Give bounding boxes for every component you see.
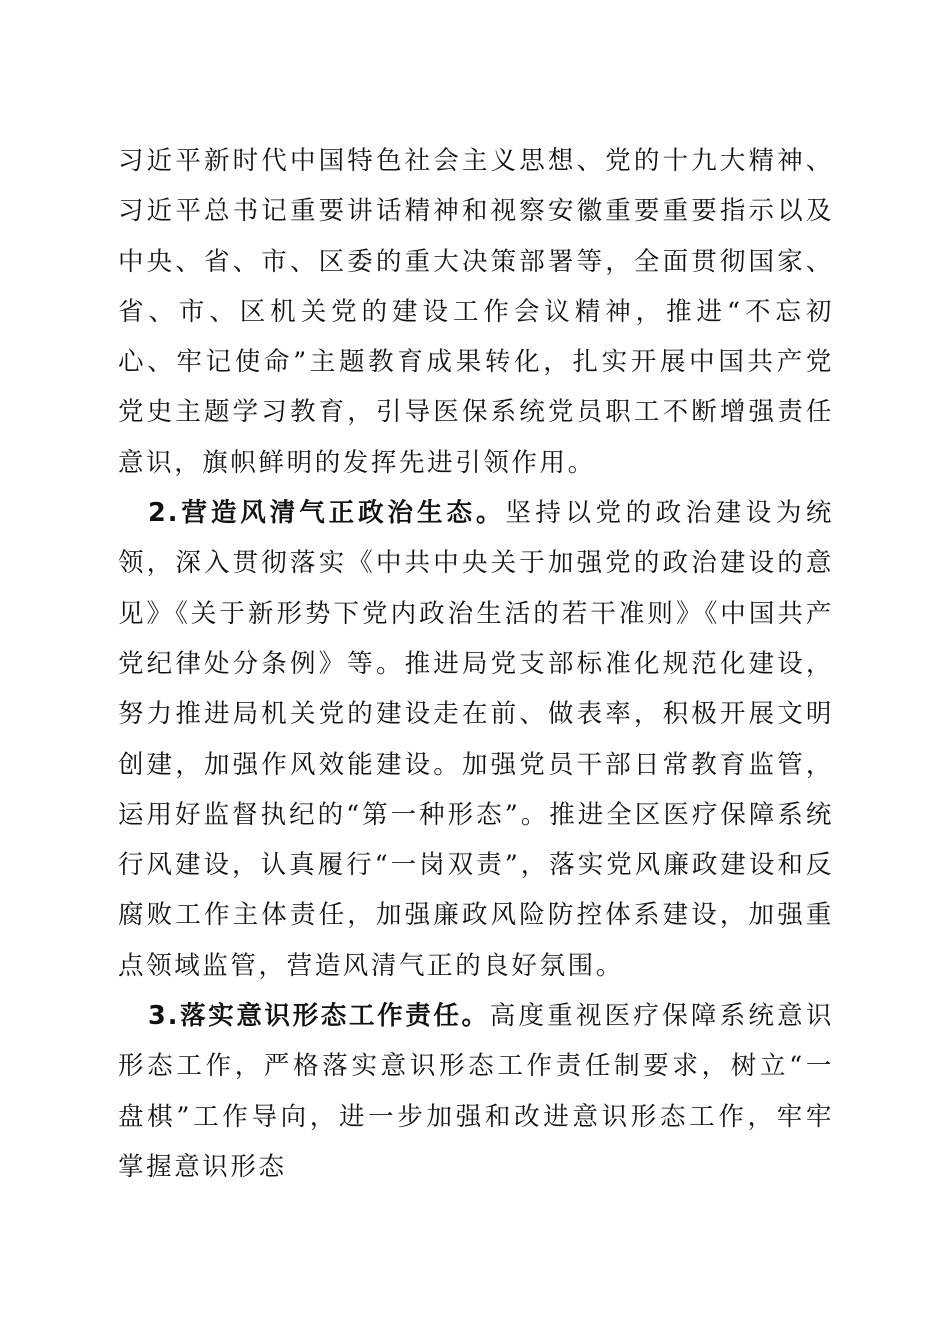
paragraph-text: 习近平新时代中国特色社会主义思想、党的十九大精神、习近平总书记重要讲话精神和视察安徽重要重要指示以及中央、省、市、区委的重大决策部署等，全面贯彻国家、省、市、区机关党的建设工作会议精神，推进“不忘初心、牢记使命”主题教育成果转化，扎实开展中国共产党党史主题学习教育，引导医保系统党员职工不断增强责任意识，旗帜鲜明的发挥先进引领作用。 [118,146,834,478]
paragraph-text: 坚持以党的政治建设为统领，深入贯彻落实《中共中央关于加强党的政治建设的意见》《关于新形势下党内政治生活的若干准则》《中国共产党纪律处分条例》等。推进局党支部标准化规范化建设，努力推进局机关党的建设走在前、做表率，积极开展文明创建，加强作风效能建设。加强党员干部日常教育监管，运用好监督执纪的“第一种形态”。推进全区医疗保障系统行风建设，认真履行“一岗双责”，落实党风廉政建设和反腐败工作主体责任，加强廉政风险防控体系建设，加强重点领域监管，营造风清气正的良好氛围。 [118,498,834,981]
paragraph-continuation [118,136,834,488]
paragraph-section-3 [118,991,834,1192]
paragraph-section-2 [118,488,834,991]
paragraph-text: 高度重视医疗保障系统意识形态工作，严格落实意识形态工作责任制要求，树立“一盘棋”工作导向，进一步加强和改进意识形态工作，牢牢掌握意识形态 [118,1001,834,1182]
document-body [118,136,834,1192]
section-heading: 3.落实意识形态工作责任。 [148,1001,490,1032]
section-heading: 2.营造风清气正政治生态。 [148,498,506,529]
